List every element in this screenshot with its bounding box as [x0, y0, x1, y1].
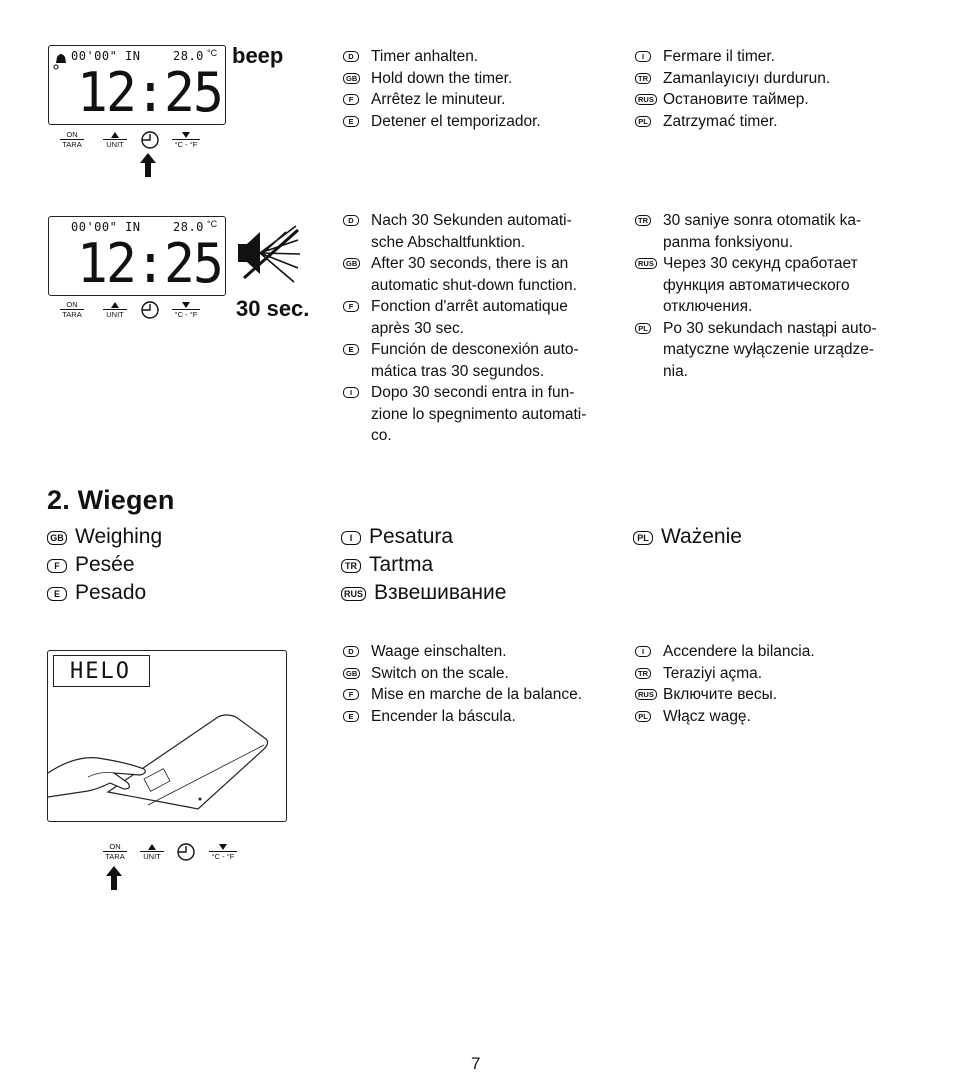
- tara-key-label: TARA: [60, 309, 84, 319]
- instruction-text: Fermare il timer.: [663, 48, 775, 65]
- translation-text: Pesado: [75, 581, 147, 604]
- lang-badge: TR: [341, 559, 361, 573]
- lang-badge: F: [343, 94, 359, 105]
- lang-badge: RUS: [635, 258, 657, 269]
- hand-pressing-scale-icon: [48, 687, 284, 819]
- triangle-down-icon: [182, 132, 190, 138]
- lang-badge: E: [343, 344, 359, 355]
- instruction-text: Nach 30 Sekunden automati- sche Abschaltfunktion.: [371, 212, 572, 251]
- on-key-label: ON: [109, 842, 121, 851]
- instruction-text: Dopo 30 secondi entra in fun- zione lo spegnimento automati- co.: [371, 384, 587, 444]
- instruction-text: Mise en marche de la balance.: [371, 686, 583, 703]
- list-item: [343, 382, 623, 447]
- helo-readout: HELO: [70, 659, 131, 684]
- translation-item: [47, 579, 162, 607]
- temperature-unit: °C: [207, 48, 218, 58]
- timer-readout: 00'00" IN: [71, 220, 141, 234]
- step-switch-on-col-1: [343, 641, 623, 727]
- on-tara-key[interactable]: [103, 843, 127, 861]
- time-readout: 12:25: [77, 61, 222, 124]
- cf-key[interactable]: [172, 132, 200, 149]
- time-readout: 12:25: [77, 232, 222, 295]
- delay-label: 30 sec.: [236, 296, 310, 321]
- instruction-text: Через 30 секунд сработает функция автоматического отключения.: [663, 255, 858, 315]
- lang-badge: F: [47, 559, 67, 573]
- instruction-text: After 30 seconds, there is an automatic shut-down function.: [371, 255, 577, 294]
- lang-badge: I: [635, 646, 651, 657]
- lang-badge: GB: [343, 668, 360, 679]
- lang-badge: D: [343, 51, 359, 62]
- unit-key-label: UNIT: [140, 851, 164, 861]
- section-heading: 2. Wiegen: [47, 485, 175, 515]
- lang-badge: D: [343, 215, 359, 226]
- lang-badge: RUS: [635, 94, 657, 105]
- step-timer-col-2: [635, 46, 915, 132]
- list-item: [343, 89, 613, 111]
- step-timer-col-1: [343, 46, 613, 132]
- instruction-text: Encender la báscula.: [371, 707, 516, 725]
- list-item: [635, 706, 915, 728]
- page-number: 7: [471, 1054, 481, 1073]
- list-item: [635, 318, 925, 383]
- instruction-text: Zatrzymać timer.: [663, 112, 778, 130]
- list-item: [635, 253, 925, 318]
- lang-badge: PL: [633, 531, 653, 545]
- translation-text: Ważenie: [661, 525, 742, 548]
- instruction-text: Detener el temporizador.: [371, 112, 541, 130]
- unit-key[interactable]: [140, 844, 164, 861]
- lang-badge: I: [635, 51, 651, 62]
- lang-badge: I: [343, 387, 359, 398]
- instruction-text: Arrêtez le minuteur.: [371, 91, 506, 108]
- lang-badge: PL: [635, 711, 651, 722]
- keypad-row-2: [60, 300, 210, 322]
- keypad-row-1: [60, 130, 210, 152]
- list-item: [343, 684, 623, 706]
- on-key-label: ON: [66, 300, 78, 309]
- list-item: [343, 46, 613, 68]
- bell-icon: [53, 50, 69, 70]
- translation-text: Взвешивание: [374, 581, 507, 604]
- list-item: [343, 641, 623, 663]
- lang-badge: D: [343, 646, 359, 657]
- temperature-readout: 28.0: [173, 220, 204, 234]
- clock-key-icon[interactable]: [176, 842, 196, 862]
- lang-badge: I: [341, 531, 361, 545]
- unit-key[interactable]: [103, 132, 127, 149]
- instruction-text: Fonction d'arrêt automatique après 30 sec.: [371, 298, 568, 337]
- translation-item: [341, 523, 506, 551]
- translation-item: [341, 551, 506, 579]
- triangle-down-icon: [182, 302, 190, 308]
- translations-col-1: [47, 523, 162, 607]
- cf-key-label: °C - °F: [172, 309, 200, 319]
- translations-col-2: [341, 523, 506, 607]
- triangle-down-icon: [219, 844, 227, 850]
- on-tara-key[interactable]: [60, 301, 84, 319]
- lang-badge: GB: [343, 258, 360, 269]
- lcd-display-timer: [48, 45, 226, 125]
- instruction-text: 30 saniye sonra otomatik ka- panma fonksiyonu.: [663, 212, 862, 251]
- speaker-muted-icon: [236, 222, 302, 288]
- arrow-up-icon: [106, 866, 122, 890]
- lcd-display-helo: [53, 655, 150, 687]
- instruction-text: Accendere la bilancia.: [663, 643, 815, 660]
- beep-label: beep: [232, 43, 284, 68]
- translation-text: Pesée: [75, 553, 135, 576]
- instruction-text: Zamanlayıcıyı durdurun.: [663, 69, 831, 87]
- triangle-up-icon: [148, 844, 156, 850]
- temperature-unit: °C: [207, 219, 218, 229]
- instruction-text: Включите весы.: [663, 686, 778, 703]
- instruction-text: Waage einschalten.: [371, 643, 507, 660]
- lang-badge: E: [343, 711, 359, 722]
- lang-badge: GB: [47, 531, 67, 545]
- translation-item: [341, 579, 506, 607]
- step-autooff-col-1: [343, 210, 623, 447]
- instruction-text: Teraziyi açma.: [663, 664, 763, 682]
- instruction-text: Switch on the scale.: [371, 664, 509, 682]
- instruction-text: Włącz wagę.: [663, 707, 751, 725]
- lang-badge: TR: [635, 668, 651, 679]
- lang-badge: RUS: [635, 689, 657, 700]
- list-item: [635, 111, 915, 133]
- step-autooff-col-2: [635, 210, 925, 382]
- lang-badge: F: [343, 689, 359, 700]
- list-item: [635, 68, 915, 90]
- instruction-text: Остановите таймер.: [663, 91, 809, 108]
- cf-key[interactable]: [209, 844, 237, 861]
- list-item: [343, 296, 623, 339]
- tara-key-label: TARA: [103, 851, 127, 861]
- unit-key[interactable]: [103, 302, 127, 319]
- arrow-up-icon: [140, 153, 156, 177]
- keypad-row-3: [103, 842, 253, 864]
- lang-badge: GB: [343, 73, 360, 84]
- list-item: [343, 253, 623, 296]
- lang-badge: RUS: [341, 587, 366, 601]
- scale-illustration: [47, 650, 287, 822]
- list-item: [343, 210, 623, 253]
- list-item: [635, 210, 925, 253]
- unit-key-label: UNIT: [103, 309, 127, 319]
- lang-badge: E: [47, 587, 67, 601]
- cf-key[interactable]: [172, 302, 200, 319]
- instruction-text: Función de desconexión auto- mática tras 30 segundos.: [371, 341, 579, 380]
- instruction-text: Hold down the timer.: [371, 69, 513, 87]
- list-item: [343, 68, 613, 90]
- translation-item: [633, 523, 742, 551]
- temperature-readout: 28.0: [173, 49, 204, 63]
- translation-item: [47, 523, 162, 551]
- lang-badge: E: [343, 116, 359, 127]
- triangle-up-icon: [111, 132, 119, 138]
- on-tara-key[interactable]: [60, 131, 84, 149]
- translation-item: [47, 551, 162, 579]
- step-switch-on-col-2: [635, 641, 915, 727]
- lang-badge: PL: [635, 116, 651, 127]
- list-item: [635, 89, 915, 111]
- lang-badge: F: [343, 301, 359, 312]
- lcd-display-autooff: [48, 216, 226, 296]
- translation-text: Pesatura: [369, 525, 454, 548]
- lang-badge: TR: [635, 215, 651, 226]
- list-item: [635, 46, 915, 68]
- cf-key-label: °C - °F: [172, 139, 200, 149]
- lang-badge: TR: [635, 73, 651, 84]
- on-key-label: ON: [66, 130, 78, 139]
- cf-key-label: °C - °F: [209, 851, 237, 861]
- timer-readout: 00'00" IN: [71, 49, 141, 63]
- instruction-text: Po 30 sekundach nastąpi auto- matyczne wyłączenie urządze- nia.: [663, 319, 877, 380]
- list-item: [343, 663, 623, 685]
- list-item: [343, 706, 623, 728]
- list-item: [635, 663, 915, 685]
- translation-text: Weighing: [75, 525, 163, 548]
- tara-key-label: TARA: [60, 139, 84, 149]
- lang-badge: PL: [635, 323, 651, 334]
- triangle-up-icon: [111, 302, 119, 308]
- list-item: [635, 641, 915, 663]
- clock-key-icon[interactable]: [140, 130, 160, 150]
- clock-key-icon[interactable]: [140, 300, 160, 320]
- instruction-text: Timer anhalten.: [371, 48, 479, 65]
- translation-text: Tartma: [369, 553, 434, 576]
- list-item: [635, 684, 915, 706]
- translations-col-3: [633, 523, 742, 551]
- list-item: [343, 111, 613, 133]
- unit-key-label: UNIT: [103, 139, 127, 149]
- list-item: [343, 339, 623, 382]
